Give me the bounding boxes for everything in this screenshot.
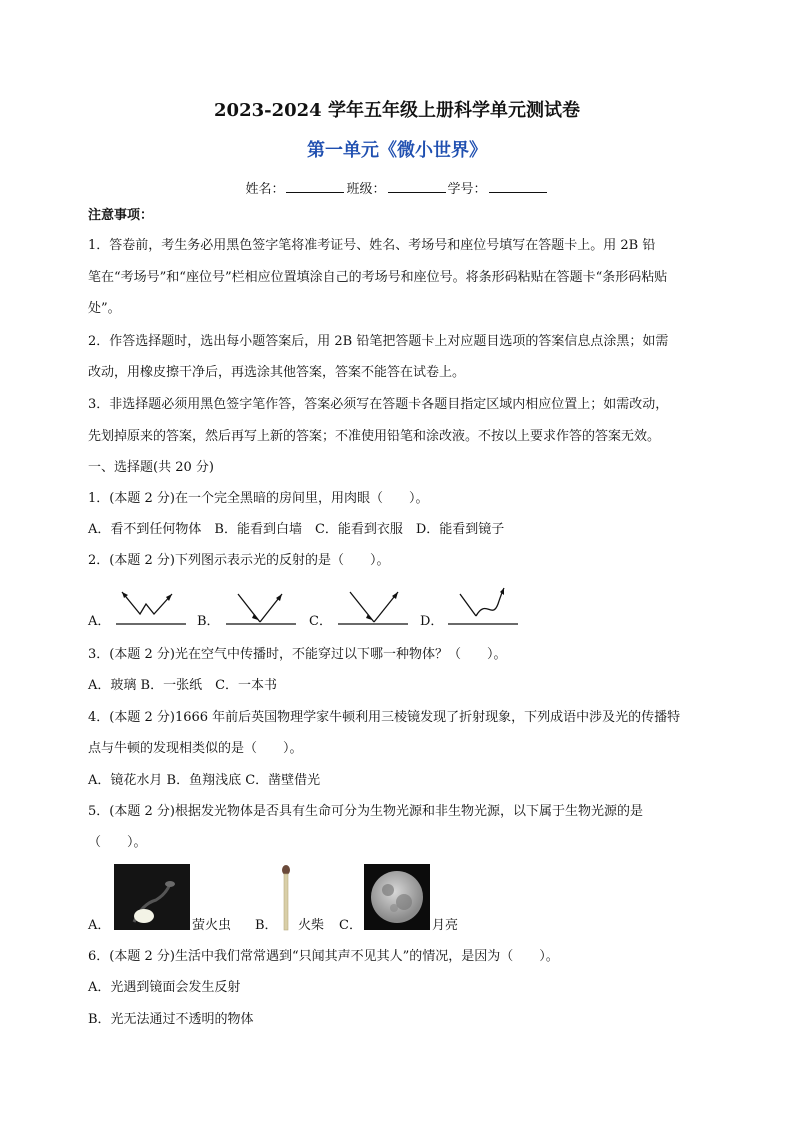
id-label: 学号： [447, 182, 487, 197]
q2-option-a-label: A． [88, 614, 111, 629]
q5-option-c-label: C． [339, 918, 362, 933]
firefly-image [114, 864, 190, 930]
class-label: 班级： [346, 182, 386, 197]
note-line: 3．非选择题必须用黑色签字笔作答，答案必须写在答题卡各题目指定区域内相应位置上；如需改动， [88, 397, 669, 412]
unit-subtitle: 第一单元《微小世界》 [307, 140, 487, 161]
note-line: 笔在“考场号”和“座位号”栏相应位置填涂自己的考场号和座位号。将条形码粘贴在答题卡“条形码粘贴 [88, 270, 668, 285]
q2-diagram-b [224, 588, 300, 628]
page-title: 2023-2024 学年五年级上册科学单元测试卷 [214, 100, 580, 121]
class-blank[interactable] [388, 180, 446, 193]
q2-diagram-a [114, 588, 190, 628]
q2-diagram-d [446, 584, 522, 628]
q2-diagram-c [336, 588, 412, 628]
q2-option-b-label: B． [197, 614, 220, 629]
moon-image [364, 864, 430, 930]
name-blank[interactable] [286, 180, 344, 193]
section-heading: 一、选择题(共 20 分) [88, 460, 214, 475]
q1-stem: 1．(本题 2 分)在一个完全黑暗的房间里，用肉眼（ ）。 [88, 491, 429, 506]
q3-options: A．玻璃 B．一张纸 C．一本书 [88, 678, 278, 693]
q5-option-c-name: 月亮 [432, 918, 459, 933]
q5-option-b-label: B． [255, 918, 278, 933]
student-info-row [0, 178, 794, 197]
q5-stem: 5．(本题 2 分)根据发光物体是否具有生命可分为生物光源和非生物光源，以下属于生物光源的是 [88, 804, 643, 819]
note-line: 先划掉原来的答案，然后再写上新的答案；不准使用铅笔和涂改液。不按以上要求作答的答案无效。 [88, 429, 661, 444]
notes-heading: 注意事项： [88, 208, 154, 223]
note-line: 处”。 [88, 301, 121, 316]
q4-stem-cont: 点与牛顿的发现相类似的是（ ）。 [88, 741, 303, 756]
note-line: 1．答卷前，考生务必用黑色签字笔将准考证号、姓名、考场号和座位号填写在答题卡上。用 2B 铅 [88, 238, 656, 253]
match-image [279, 864, 293, 932]
q6-option-b: B．光无法通过不透明的物体 [88, 1012, 254, 1027]
q2-option-d-label: D． [420, 614, 444, 629]
q4-options: A．镜花水月 B．鱼翔浅底 C．凿壁借光 [88, 773, 321, 788]
q1-options: A．看不到任何物体 B．能看到白墙 C．能看到衣服 D．能看到镜子 [88, 522, 505, 537]
q5-option-b-name: 火柴 [298, 918, 325, 933]
q2-option-c-label: C． [309, 614, 332, 629]
q6-option-a: A．光遇到镜面会发生反射 [88, 980, 241, 995]
q6-stem: 6．(本题 2 分)生活中我们常常遇到“只闻其声不见其人”的情况，是因为（ ）。 [88, 949, 559, 964]
note-line: 2．作答选择题时，选出每小题答案后，用 2B 铅笔把答题卡上对应题目选项的答案信息点涂黑；如需 [88, 334, 669, 349]
q4-stem: 4．(本题 2 分)1666 年前后英国物理学家牛顿利用三棱镜发现了折射现象，下列成语中涉及光的传播特 [88, 710, 681, 725]
q5-option-a-name: 萤火虫 [192, 918, 232, 933]
name-label: 姓名： [245, 182, 285, 197]
q3-stem: 3．(本题 2 分)光在空气中传播时，不能穿过以下哪一种物体？（ ）。 [88, 647, 507, 662]
q2-stem: 2．(本题 2 分)下列图示表示光的反射的是（ ）。 [88, 553, 390, 568]
q5-stem-cont: （ ）。 [88, 835, 147, 850]
note-line: 改动，用橡皮擦干净后，再选涂其他答案，答案不能答在试卷上。 [88, 365, 466, 380]
q5-option-a-label: A． [88, 918, 111, 933]
id-blank[interactable] [489, 180, 547, 193]
